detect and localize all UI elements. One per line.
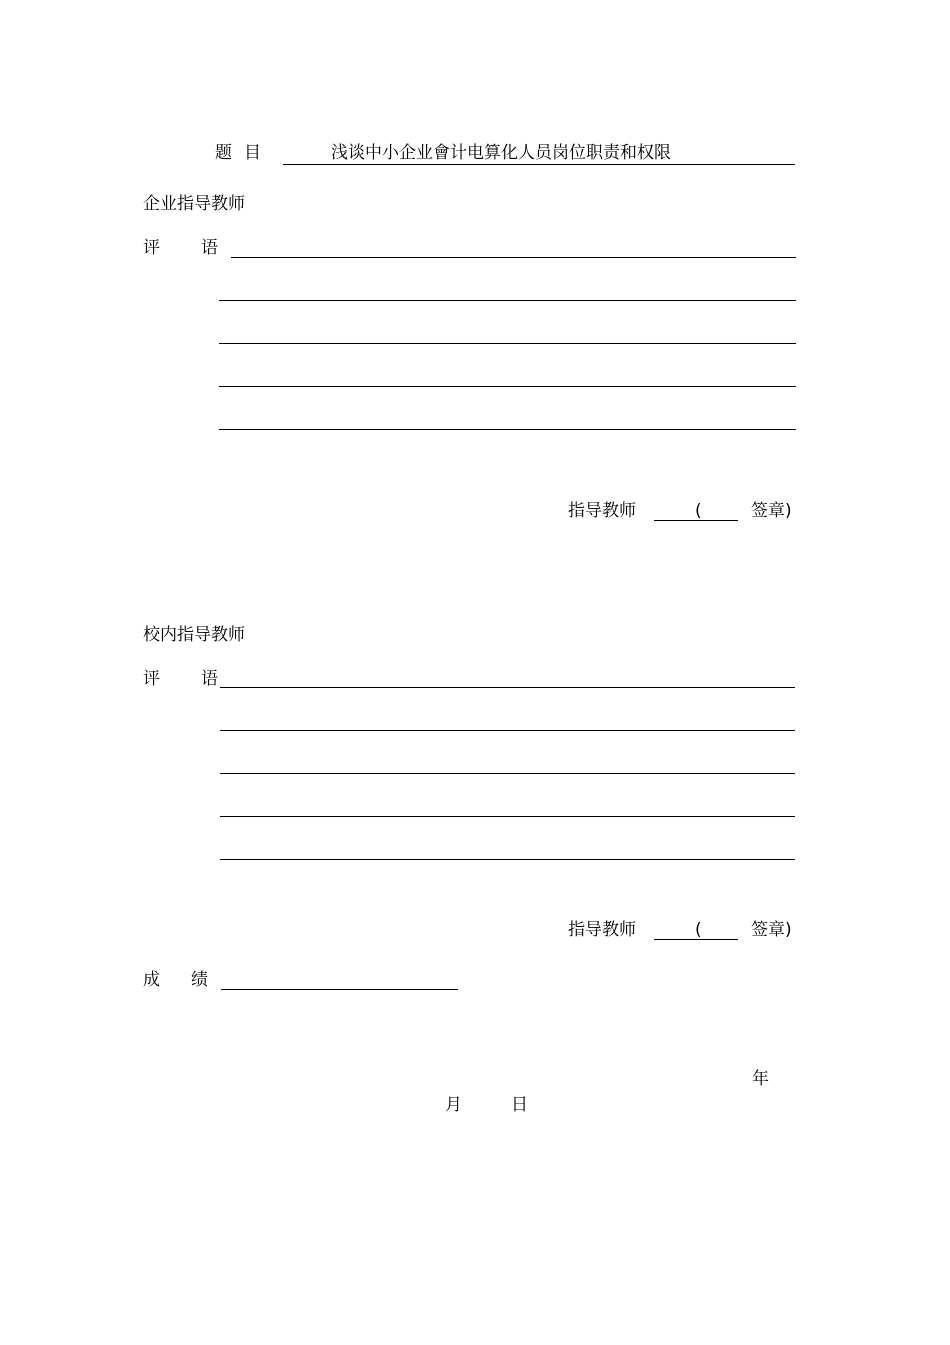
enterprise-signature-seal-text: 签章) (751, 501, 792, 521)
school-comment-line-1[interactable] (220, 687, 795, 688)
school-signature-open-paren: ( (695, 920, 702, 940)
enterprise-comment-line-5[interactable] (219, 429, 796, 430)
school-comment-line-2[interactable] (220, 730, 795, 731)
date-day: 日 (511, 1095, 528, 1115)
school-signature-seal-text: 签章) (751, 920, 792, 940)
school-comment-line-5[interactable] (220, 859, 795, 860)
enterprise-signature-label: 指导教师 (568, 501, 636, 521)
enterprise-comment-line-2[interactable] (219, 300, 796, 301)
grade-line[interactable] (221, 989, 458, 990)
school-supervisor-heading: 校内指导教师 (143, 625, 245, 645)
school-comment-label-char-2: 语 (201, 669, 218, 689)
enterprise-supervisor-heading: 企业指导教师 (143, 194, 245, 214)
title-label-char-2: 目 (244, 143, 261, 163)
school-comment-label-char-1: 评 (143, 669, 160, 689)
enterprise-comment-label-char-2: 语 (201, 238, 218, 258)
enterprise-comment-line-4[interactable] (219, 386, 796, 387)
title-label-char-1: 题 (215, 143, 232, 163)
title-underline (283, 164, 795, 165)
date-year: 年 (752, 1069, 769, 1089)
enterprise-comment-line-1[interactable] (231, 257, 796, 258)
thesis-title[interactable]: 浅谈中小企业會计电算化人员岗位职责和权限 (331, 143, 671, 163)
grade-label-char-1: 成 (143, 970, 160, 990)
date-month: 月 (445, 1095, 462, 1115)
school-comment-line-4[interactable] (220, 816, 795, 817)
enterprise-signature-open-paren: ( (695, 501, 702, 521)
grade-label-char-2: 绩 (191, 970, 208, 990)
enterprise-comment-line-3[interactable] (219, 343, 796, 344)
school-comment-line-3[interactable] (220, 773, 795, 774)
enterprise-comment-label-char-1: 评 (143, 238, 160, 258)
school-signature-label: 指导教师 (568, 920, 636, 940)
